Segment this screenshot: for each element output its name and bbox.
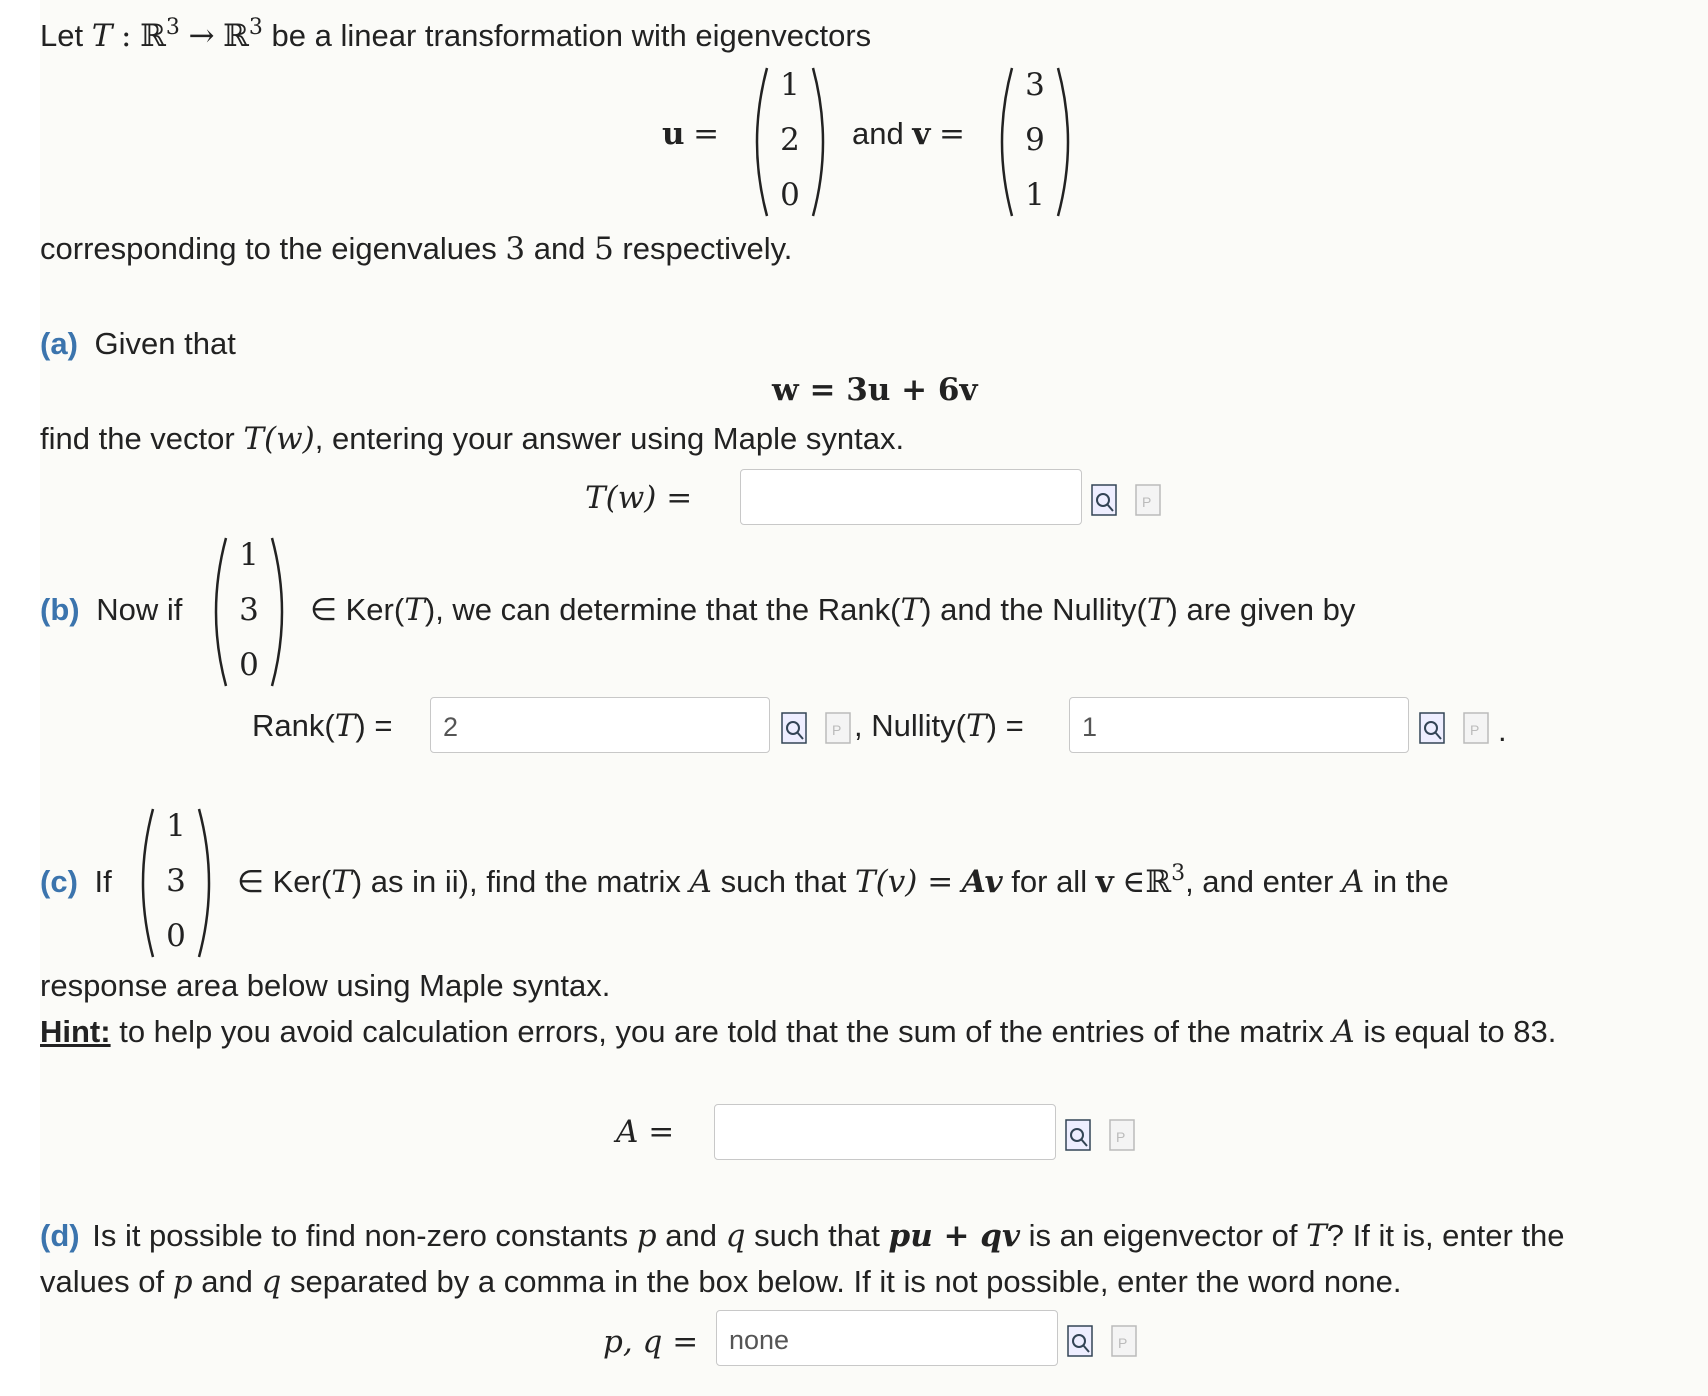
- v-entry-3: 1: [1025, 177, 1045, 213]
- c-rest-b: , and enter: [1185, 864, 1334, 899]
- find-Tw: T(w): [243, 421, 315, 457]
- u-entry-1: 1: [780, 67, 800, 103]
- u-label: u: [662, 116, 685, 152]
- nullity-icons: [1418, 709, 1518, 749]
- corr-a: corresponding to the eigenvalues: [40, 231, 497, 266]
- c-A1: A: [689, 864, 712, 900]
- nullity-T: T: [965, 708, 987, 744]
- b-in-ker: ∈ Ker(: [310, 592, 405, 627]
- intro-exp2: 3: [248, 15, 263, 40]
- find-a: find the vector: [40, 421, 235, 456]
- d-l2-p: p: [172, 1264, 193, 1300]
- v-entry-2: 9: [1025, 122, 1045, 158]
- nullity-input[interactable]: 1: [1069, 697, 1409, 753]
- b-vec-entry-1: 1: [239, 537, 259, 573]
- A-answer-input[interactable]: [714, 1104, 1056, 1160]
- part-d-line2: [40, 1266, 1402, 1298]
- u-vector: [745, 62, 835, 222]
- b-T2: T: [900, 592, 922, 628]
- d-expr: pu + qv: [888, 1218, 1020, 1254]
- Tw-equals: T(w) =: [585, 480, 693, 516]
- c-Av: Av: [961, 864, 1003, 900]
- nullity-text: Nullity(: [871, 708, 966, 743]
- u-equals: [662, 118, 719, 150]
- intro-arrow: →: [188, 18, 215, 54]
- part-c-label: (c): [40, 864, 78, 899]
- u-eq: =: [693, 116, 720, 152]
- d-T: T: [1306, 1218, 1327, 1254]
- d-t3: is an eigenvector of: [1028, 1218, 1298, 1253]
- part-a-given: Given that: [94, 326, 236, 361]
- b-T3: T: [1146, 592, 1168, 628]
- rank-input[interactable]: 2: [430, 697, 770, 753]
- d-l2-and: and: [201, 1264, 253, 1299]
- hint-line: [40, 1016, 1556, 1048]
- v-eq: =: [939, 116, 965, 152]
- v-label: v: [912, 116, 931, 152]
- nullity-eq: ) =: [986, 708, 1024, 743]
- d-p: p: [636, 1218, 657, 1254]
- w-equation: w = 3u + 6v: [772, 372, 978, 408]
- u-entry-2: 2: [780, 122, 800, 158]
- c-v: v: [1095, 864, 1114, 900]
- part-b-statement: [310, 594, 1355, 626]
- svg-text:P: P: [1470, 722, 1480, 738]
- intro-R2: ℝ: [223, 18, 249, 54]
- d-t1: Is it possible to find non-zero constants: [92, 1218, 629, 1253]
- d-t4: ? If it is, enter the: [1326, 1218, 1565, 1253]
- d-t2: such that: [754, 1218, 880, 1253]
- c-rest-c: in the: [1372, 864, 1449, 899]
- b-vec-entry-2: 3: [239, 592, 259, 628]
- part-c-vector: [131, 803, 221, 963]
- rank-eq: ) =: [355, 708, 393, 743]
- corr-b: respectively.: [622, 231, 793, 266]
- part-a-label: (a): [40, 326, 78, 361]
- pq-icons: [1066, 1322, 1136, 1362]
- rank-T: T: [334, 708, 356, 744]
- A-equals: A =: [616, 1114, 675, 1150]
- d-l2a: values of: [40, 1264, 165, 1299]
- eigenvalue-2: 5: [594, 231, 614, 267]
- eigenvalues-line: [40, 233, 792, 265]
- intro-colon: :: [121, 18, 132, 54]
- b-rest-b: ) and the Nullity(: [921, 592, 1147, 627]
- pq-equals: p, q =: [603, 1324, 699, 1360]
- paste-icon[interactable]: [824, 709, 854, 747]
- nullity-label: [854, 710, 1024, 742]
- c-vec-entry-2: 3: [166, 863, 186, 899]
- d-q: q: [725, 1218, 746, 1254]
- pq-answer-input[interactable]: none: [716, 1310, 1058, 1366]
- paste-icon[interactable]: [1134, 481, 1164, 519]
- preview-icon[interactable]: [1090, 481, 1120, 519]
- hint-text: to help you avoid calculation errors, you are told that the sum of the entries of the matrix: [119, 1014, 1324, 1049]
- paste-icon[interactable]: [1462, 709, 1492, 747]
- rank-label: [252, 710, 392, 742]
- part-d-label: (d): [40, 1218, 80, 1253]
- svg-text:P: P: [832, 722, 842, 738]
- intro-let: Let: [40, 18, 84, 53]
- part-c-if: If: [94, 864, 112, 899]
- c-in-ker: ∈ Ker(: [237, 864, 332, 899]
- hint-A: A: [1332, 1014, 1355, 1050]
- part-b-label: (b): [40, 592, 80, 627]
- d-and: and: [665, 1218, 717, 1253]
- Tw-answer-input[interactable]: [740, 469, 1082, 525]
- part-d-line1: [40, 1220, 1565, 1252]
- c-Tv: T(v) =: [855, 864, 954, 900]
- intro-text: be a linear transformation with eigenvectors: [271, 18, 872, 53]
- svg-text:P: P: [1142, 494, 1152, 510]
- preview-icon[interactable]: [1418, 709, 1448, 747]
- c-A2: A: [1341, 864, 1365, 900]
- c-for-all: for all: [1011, 864, 1088, 899]
- d-l2-q: q: [261, 1264, 282, 1300]
- c-R: ℝ: [1145, 864, 1172, 900]
- c-in: ∈: [1122, 864, 1146, 900]
- eigenvalue-1: 3: [505, 231, 526, 267]
- v-equals: [852, 118, 965, 150]
- c-T: T: [331, 864, 352, 900]
- b-T1: T: [404, 592, 425, 628]
- d-l2b: separated by a comma in the box below. If it is not possible, enter the word none.: [290, 1264, 1402, 1299]
- hint-tail: is equal to 83.: [1363, 1014, 1557, 1049]
- b-vec-entry-3: 0: [239, 647, 259, 683]
- part-b-intro: [40, 594, 182, 625]
- preview-icon[interactable]: [780, 709, 810, 747]
- v-entry-1: 3: [1025, 67, 1045, 103]
- intro-line: [40, 15, 872, 54]
- nullity-comma: ,: [854, 708, 863, 743]
- c-such-that: such that: [720, 864, 847, 899]
- part-c-statement: [237, 861, 1449, 900]
- rank-icons: [780, 709, 850, 749]
- intro-R1: ℝ: [140, 18, 166, 54]
- intro-exp1: 3: [165, 15, 180, 40]
- part-b-vector: [204, 532, 294, 692]
- find-b: , entering your answer using Maple syntax.: [314, 421, 905, 456]
- c-vec-entry-3: 0: [166, 918, 186, 954]
- part-c-intro: [40, 866, 112, 897]
- nullity-period: .: [1498, 713, 1507, 748]
- paste-icon[interactable]: [1108, 1116, 1138, 1154]
- svg-text:P: P: [1118, 1335, 1128, 1351]
- c-vec-entry-1: 1: [166, 808, 186, 844]
- b-rest-a: ), we can determine that the Rank(: [424, 592, 901, 627]
- rank-text: Rank(: [252, 708, 335, 743]
- c-rest-a: ) as in ii), find the matrix: [351, 864, 681, 899]
- c-exp: 3: [1171, 861, 1186, 886]
- b-rest-c: ) are given by: [1167, 592, 1356, 627]
- paste-icon[interactable]: [1110, 1322, 1140, 1360]
- part-c-line2: response area below using Maple syntax.: [40, 968, 611, 1003]
- part-b-now-if: Now if: [96, 592, 183, 627]
- A-icons: [1064, 1116, 1134, 1156]
- preview-icon[interactable]: [1066, 1322, 1096, 1360]
- svg-text:P: P: [1116, 1129, 1126, 1145]
- question-panel: [40, 0, 1708, 1396]
- intro-T: T: [91, 18, 113, 54]
- Tw-icons: [1090, 481, 1160, 521]
- preview-icon[interactable]: [1064, 1116, 1094, 1154]
- and-text: and: [852, 116, 904, 151]
- part-a-find: [40, 423, 904, 455]
- hint-label: Hint:: [40, 1014, 111, 1049]
- v-vector: [990, 62, 1080, 222]
- part-a-header: [40, 328, 236, 359]
- corr-and: and: [533, 231, 586, 266]
- u-entry-3: 0: [780, 177, 800, 213]
